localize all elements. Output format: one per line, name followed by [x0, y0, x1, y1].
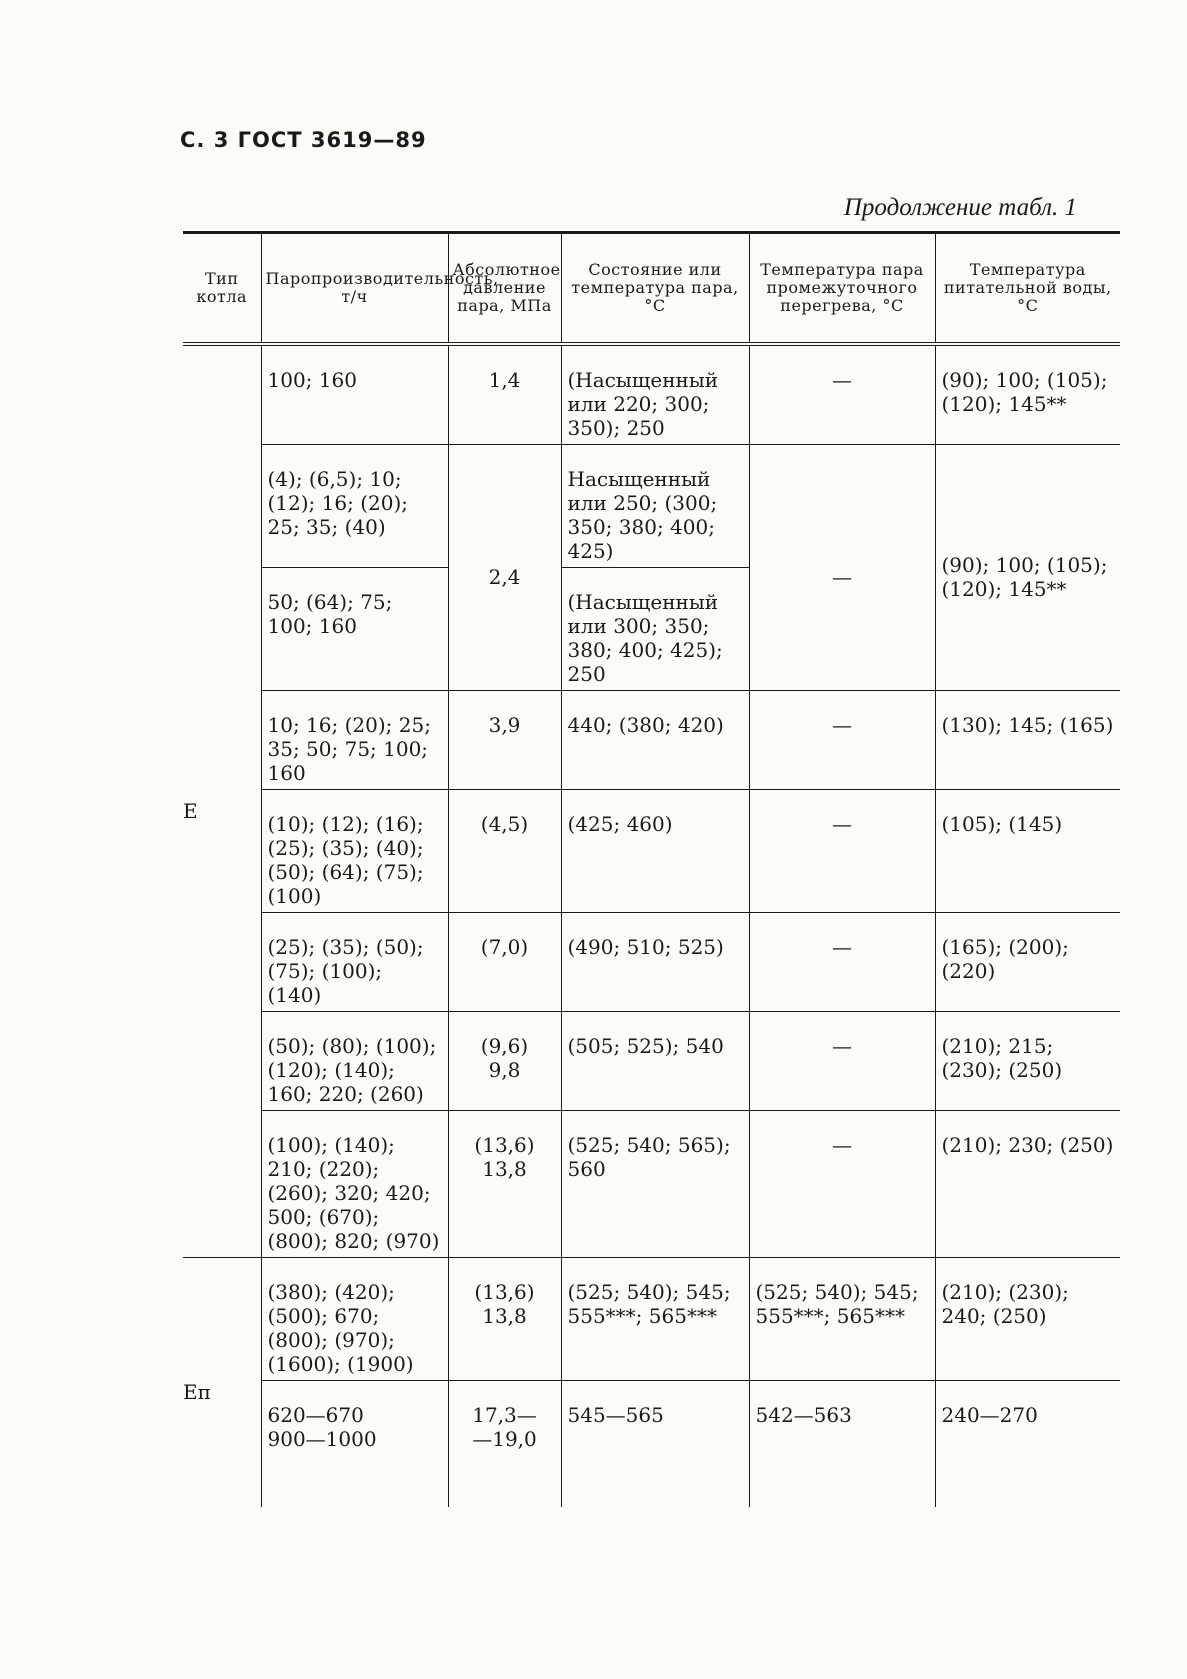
feedwater-cell: (130); 145; (165): [935, 691, 1120, 790]
col-header-state: Состояние или температура пара, °С: [561, 233, 749, 345]
col-header-pressure: Абсолютное давление пара, МПа: [448, 233, 561, 345]
pressure-cell: 17,3— —19,0: [448, 1381, 561, 1508]
state-cell: 440; (380; 420): [561, 691, 749, 790]
table-row: [183, 445, 1120, 568]
pressure-cell: (4,5): [448, 790, 561, 913]
capacity-cell: (25); (35); (50); (75); (100); (140): [261, 913, 448, 1012]
table-row: [183, 1258, 1120, 1381]
col-header-reheat: Температура пара промежуточного перегрева, °С: [749, 233, 935, 345]
capacity-cell: (10); (12); (16); (25); (35); (40); (50); (64); (75); (100): [261, 790, 448, 913]
reheat-cell: —: [749, 344, 935, 445]
state-cell: (425; 460): [561, 790, 749, 913]
table-row: [183, 344, 1120, 445]
reheat-cell: —: [749, 913, 935, 1012]
reheat-cell: —: [749, 445, 935, 691]
state-cell: (Насыщенный или 300; 350; 380; 400; 425); 250: [561, 568, 749, 691]
feedwater-cell: (210); (230); 240; (250): [935, 1258, 1120, 1381]
reheat-cell: —: [749, 1111, 935, 1258]
feedwater-cell: (105); (145): [935, 790, 1120, 913]
feedwater-cell: (165); (200); (220): [935, 913, 1120, 1012]
feedwater-cell: 240—270: [935, 1381, 1120, 1508]
state-cell: (525; 540); 545; 555***; 565***: [561, 1258, 749, 1381]
capacity-cell: (4); (6,5); 10; (12); 16; (20); 25; 35; (40): [261, 445, 448, 568]
page-header: С. 3 ГОСТ 3619—89: [180, 128, 427, 152]
reheat-cell: (525; 540); 545; 555***; 565***: [749, 1258, 935, 1381]
table-row: [183, 913, 1120, 1012]
pressure-cell: (13,6) 13,8: [448, 1258, 561, 1381]
col-header-type: Тип котла: [183, 233, 261, 345]
capacity-cell: (380); (420); (500); 670; (800); (970); (1600); (1900): [261, 1258, 448, 1381]
feedwater-cell: (90); 100; (105); (120); 145**: [935, 344, 1120, 445]
table-row: [183, 1111, 1120, 1258]
pressure-cell: 3,9: [448, 691, 561, 790]
capacity-cell: (50); (80); (100); (120); (140); 160; 220; (260): [261, 1012, 448, 1111]
table-row: [183, 1012, 1120, 1111]
state-cell: 545—565: [561, 1381, 749, 1508]
state-cell: (Насыщенный или 220; 300; 350); 250: [561, 344, 749, 445]
boiler-type-e: Е: [183, 344, 261, 1258]
pressure-cell: (7,0): [448, 913, 561, 1012]
table-header-row: [183, 233, 1120, 345]
pressure-cell: 1,4: [448, 344, 561, 445]
state-cell: (525; 540; 565); 560: [561, 1111, 749, 1258]
capacity-cell: 620—670 900—1000: [261, 1381, 448, 1508]
state-cell: Насыщенный или 250; (300; 350; 380; 400; 425): [561, 445, 749, 568]
boiler-parameters-table: [183, 231, 1120, 1507]
reheat-cell: 542—563: [749, 1381, 935, 1508]
table-row: [183, 790, 1120, 913]
state-cell: (505; 525); 540: [561, 1012, 749, 1111]
col-header-capacity: Паропроизводительность, т/ч: [261, 233, 448, 345]
reheat-cell: —: [749, 1012, 935, 1111]
reheat-cell: —: [749, 790, 935, 913]
capacity-cell: 100; 160: [261, 344, 448, 445]
state-cell: (490; 510; 525): [561, 913, 749, 1012]
capacity-cell: 10; 16; (20); 25; 35; 50; 75; 100; 160: [261, 691, 448, 790]
capacity-cell: (100); (140); 210; (220); (260); 320; 420; 500; (670); (800); 820; (970): [261, 1111, 448, 1258]
reheat-cell: —: [749, 691, 935, 790]
boiler-type-ep: Еп: [183, 1379, 211, 1404]
table-row: [183, 691, 1120, 790]
col-header-feedwater: Температура питательной воды, °С: [935, 233, 1120, 345]
feedwater-cell: (210); 215; (230); (250): [935, 1012, 1120, 1111]
table-row: [183, 1381, 1120, 1508]
pressure-cell: (9,6) 9,8: [448, 1012, 561, 1111]
pressure-cell: 2,4: [448, 445, 561, 691]
feedwater-cell: (210); 230; (250): [935, 1111, 1120, 1258]
capacity-cell: 50; (64); 75; 100; 160: [261, 568, 448, 691]
table-continuation-label: Продолжение табл. 1: [843, 194, 1077, 221]
feedwater-cell: (90); 100; (105); (120); 145**: [935, 445, 1120, 691]
pressure-cell: (13,6) 13,8: [448, 1111, 561, 1258]
